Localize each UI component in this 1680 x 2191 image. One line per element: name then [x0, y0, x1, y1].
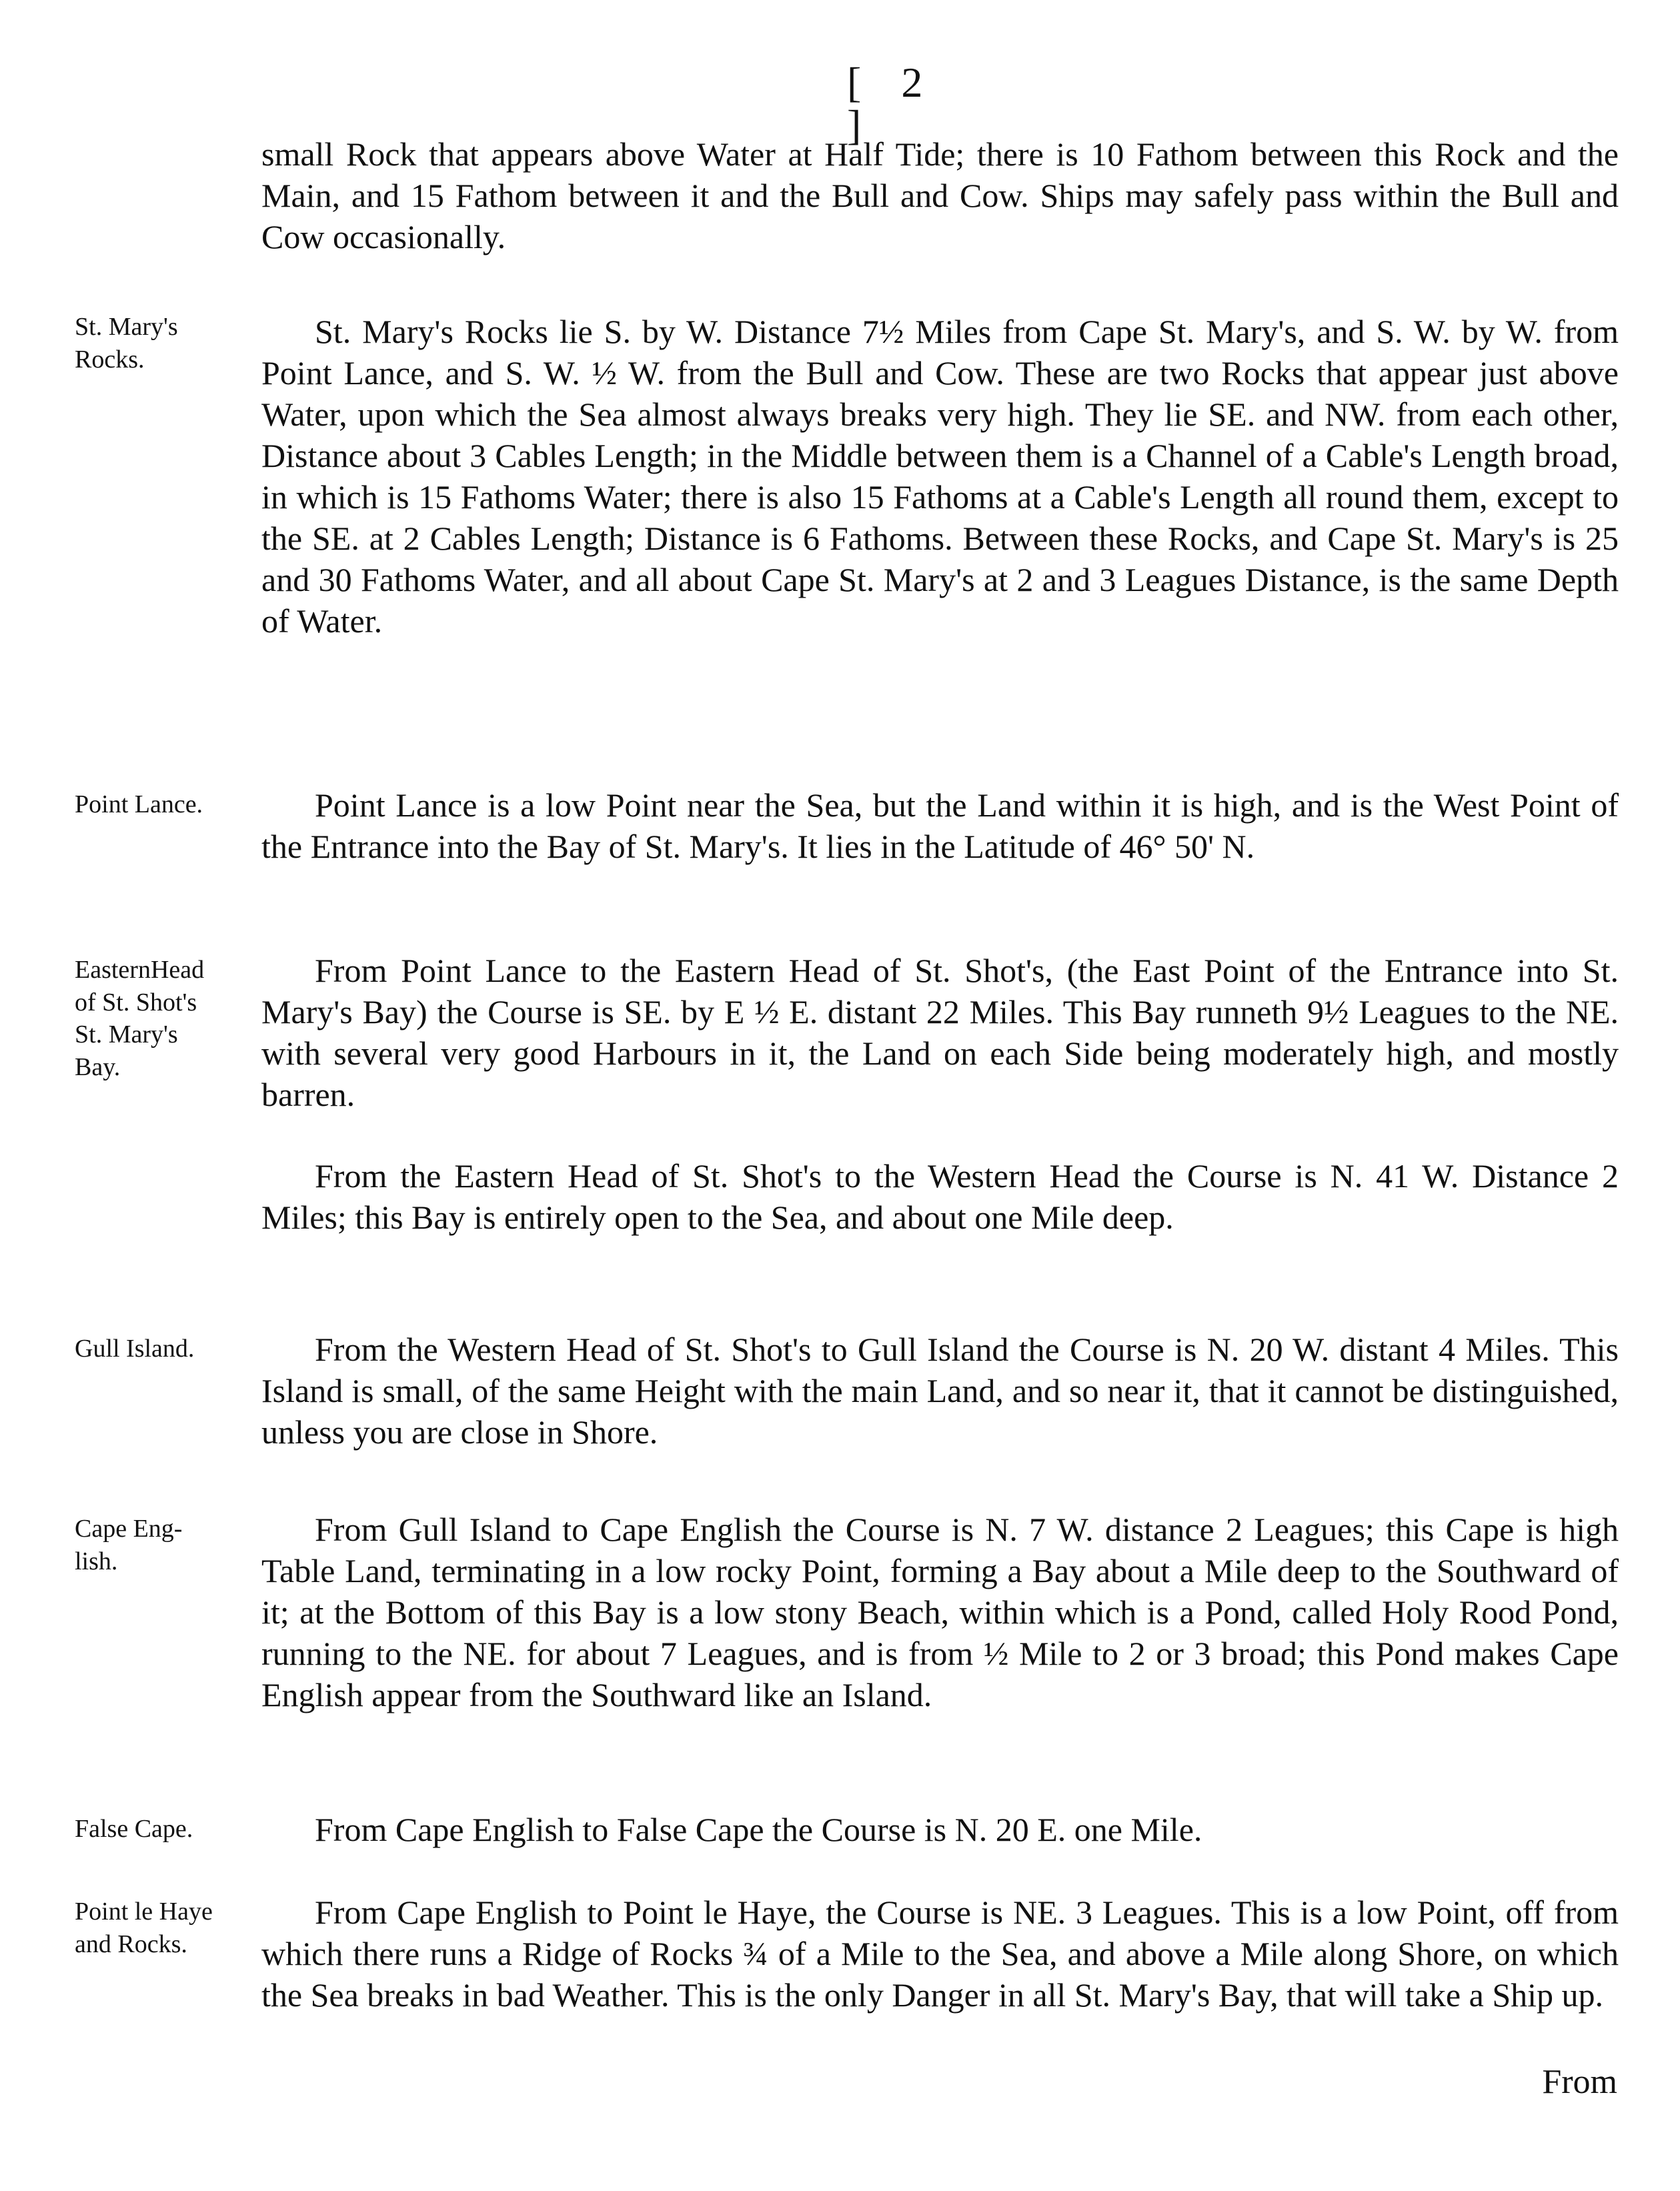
margin-note: Point le Haye and Rocks.: [75, 1898, 213, 1958]
paragraph: From Cape English to Point le Haye, the Course is NE. 3 Leagues. This is a low Point, off from which there runs a Ridge of Rocks ¾ of a Mile to the Sea, and above a Mile along Shore, on which the Sea breaks in bad Weather. This is the only Danger in all St. Mary's Bay, that will take a Ship up.: [261, 1894, 1619, 2014]
section-body: [261, 311, 1619, 642]
margin-note: St. Mary's Rocks.: [75, 313, 178, 374]
paragraph: From Point Lance to the Eastern Head of St. Shot's, (the East Point of the Entrance into St. Mary's Bay) the Course is SE. by E ½ E. distant 22 Miles. This Bay runneth 9½ Leagues to the NE. with several very good Harbours in it, the Land on each Side being moderately high, and mostly barren.: [261, 952, 1619, 1113]
margin-note: False Cape.: [75, 1815, 193, 1843]
paragraph: From Cape English to False Cape the Course is N. 20 E. one Mile.: [315, 1811, 1202, 1848]
margin-note: Gull Island.: [75, 1335, 195, 1363]
margin-note: EasternHead of St. Shot's St. Mary's Bay.: [75, 956, 205, 1081]
page-number: [ 2 ]: [847, 59, 938, 149]
paragraph: small Rock that appears above Water at Half Tide; there is 10 Fathom between this Rock and the Main, and 15 Fathom between it and the Bull and Cow. Ships may safely pass within the Bull and Cow occasionally.: [261, 135, 1619, 255]
margin-note: Point Lance.: [75, 790, 203, 818]
section-body: [261, 1329, 1619, 1453]
paragraph: From Gull Island to Cape English the Course is N. 7 W. distance 2 Leagues; this Cape is high Table Land, terminating in a low rocky Point, forming a Bay about a Mile deep to the Southward of it; at the Bottom of this Bay is a low stony Beach, within which is a Pond, called Holy Rood Pond, running to the NE. for about 7 Leagues, and is from ½ Mile to 2 or 3 broad; this Pond makes Cape English appear from the Southward like an Island.: [261, 1511, 1619, 1713]
section-body: [261, 1509, 1619, 1715]
paragraph: From the Eastern Head of St. Shot's to the Western Head the Course is N. 41 W. Distance 2 Miles; this Bay is entirely open to the Sea, and about one Mile deep.: [261, 1157, 1619, 1236]
margin-note: Cape Eng- lish.: [75, 1515, 183, 1575]
catchword: From: [1542, 2063, 1617, 2101]
paragraph: Point Lance is a low Point near the Sea, but the Land within it is high, and is the West Point of the Entrance into the Bay of St. Mary's. It lies in the Latitude of 46° 50' N.: [261, 786, 1619, 865]
section-body: [261, 1809, 1619, 1850]
paragraph: From the Western Head of St. Shot's to Gull Island the Course is N. 20 W. distant 4 Miles. This Island is small, of the same Height with the main Land, and so near it, that it cannot be distinguished, unless you are close in Shore.: [261, 1331, 1619, 1451]
section-body: [261, 950, 1619, 1238]
section-body: [261, 133, 1619, 257]
paragraph: St. Mary's Rocks lie S. by W. Distance 7½ Miles from Cape St. Mary's, and S. W. by W. from Point Lance, and S. W. ½ W. from the Bull and Cow. These are two Rocks that appear just above Water, upon which the Sea almost always breaks very high. They lie SE. and NW. from each other, Distance about 3 Cables Length; in the Middle between them is a Channel of a Cable's Length broad, in which is 15 Fathoms Water; there is also 15 Fathoms at a Cable's Length all round them, except to the SE. at 2 Cables Length; Distance is 6 Fathoms. Between these Rocks, and Cape St. Mary's is 25 and 30 Fathoms Water, and all about Cape St. Mary's at 2 and 3 Leagues Distance, is the same Depth of Water.: [261, 313, 1619, 640]
section-body: [261, 1892, 1619, 2016]
section-body: [261, 784, 1619, 867]
